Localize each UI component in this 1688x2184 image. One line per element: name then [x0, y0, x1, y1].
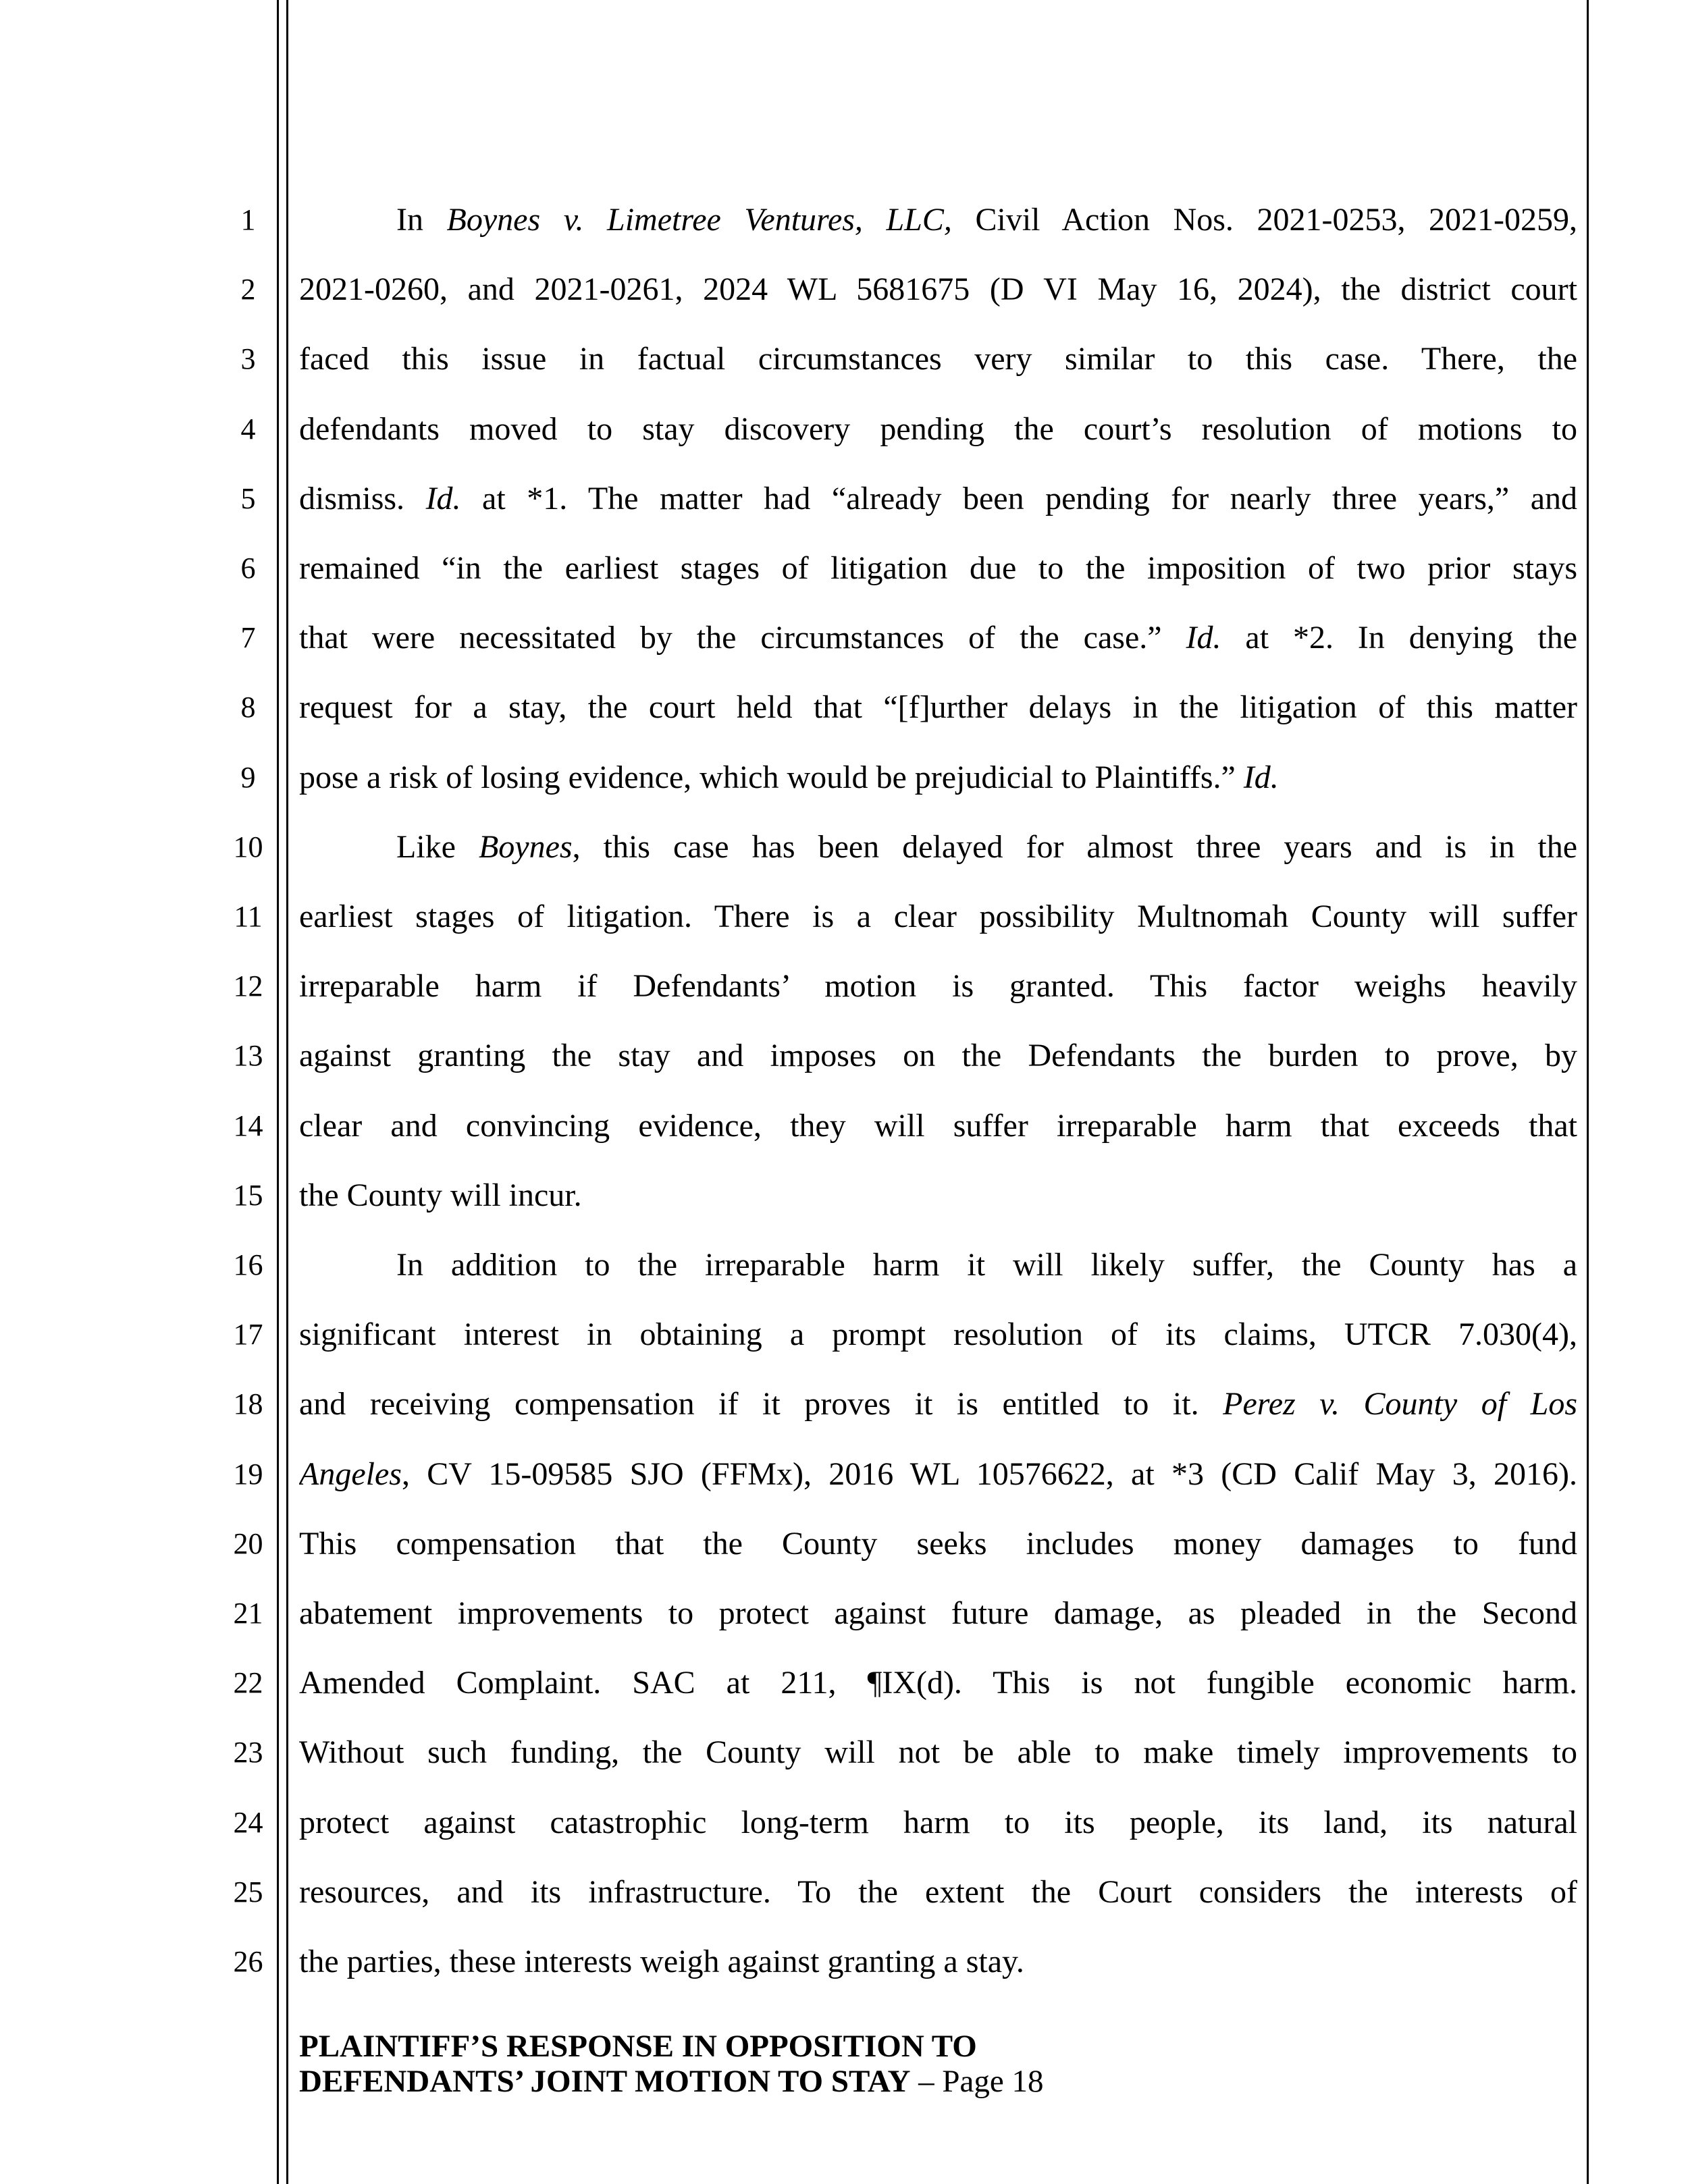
italic-citation: Perez v. County of Los	[1223, 1386, 1577, 1422]
footer-caption	[299, 2029, 1044, 2099]
line-number: 7	[240, 621, 256, 655]
text-line	[299, 1593, 1577, 1634]
text-segment: dismiss.	[299, 480, 426, 516]
text-line	[299, 1106, 1577, 1146]
text-line	[299, 1036, 1577, 1076]
page-number: – Page 18	[910, 2064, 1044, 2099]
line-number: 14	[233, 1109, 263, 1142]
text-segment: the County will incur.	[299, 1177, 582, 1213]
text-segment: faced this issue in factual circumstances very similar to this case. There, the	[299, 341, 1577, 377]
text-line	[299, 339, 1577, 379]
text-line	[299, 757, 1577, 798]
text-segment: , this case has been delayed for almost three years and is in the	[572, 828, 1577, 865]
text-segment: In addition to the irreparable harm it will likely suffer, the County has a	[396, 1247, 1577, 1283]
text-segment: earliest stages of litigation. There is a clear possibility Multnomah County will suffer	[299, 899, 1577, 934]
text-segment: and receiving compensation if it proves it is entitled to it.	[299, 1386, 1223, 1422]
line-number: 26	[233, 1945, 263, 1978]
footer-title-text: DEFENDANTS’ JOINT MOTION TO STAY	[299, 2064, 911, 2099]
text-segment: Without such funding, the County will not be able to make timely improvements to	[299, 1734, 1577, 1771]
text-line	[299, 409, 1577, 450]
text-line	[299, 269, 1577, 310]
right-margin-rule	[1587, 0, 1589, 2184]
text-line	[299, 1942, 1577, 1982]
line-number: 21	[233, 1597, 263, 1630]
italic-citation: Boynes v. Limetree Ventures, LLC,	[446, 202, 952, 238]
line-number: 11	[234, 900, 263, 933]
line-number: 13	[233, 1039, 263, 1073]
text-line	[299, 1663, 1577, 1703]
left-margin-rule-inner	[286, 0, 288, 2184]
text-segment: This compensation that the County seeks includes money damages to fund	[299, 1525, 1577, 1562]
text-segment: abatement improvements to protect against future damage, as pleaded in the Second	[299, 1595, 1577, 1631]
line-number: 19	[233, 1457, 263, 1491]
text-line	[299, 897, 1577, 937]
line-number: 23	[233, 1736, 263, 1769]
text-segment: In	[396, 202, 447, 238]
text-line	[299, 1454, 1577, 1495]
text-line	[299, 1175, 1577, 1216]
footer-title-line-2	[299, 2064, 1044, 2099]
text-segment: at *1. The matter had “already been pending for nearly three years,” and	[460, 480, 1577, 516]
text-line	[299, 1245, 1577, 1285]
text-segment: that were necessitated by the circumstances of the case.”	[299, 620, 1186, 656]
text-segment: Amended Complaint. SAC at 211, ¶IX(d). This is not fungible economic harm.	[299, 1665, 1577, 1701]
text-line	[299, 1803, 1577, 1843]
line-number: 6	[240, 552, 256, 585]
text-segment: Civil Action Nos. 2021-0253, 2021-0259,	[951, 202, 1577, 238]
text-segment: 2021-0260, and 2021-0261, 2024 WL 5681675 (D VI May 16, 2024), the district court	[299, 271, 1577, 308]
line-number: 9	[240, 760, 256, 794]
line-number: 17	[233, 1318, 263, 1352]
line-number: 1	[240, 203, 256, 236]
text-segment: remained “in the earliest stages of litigation due to the imposition of two prior stays	[299, 550, 1577, 586]
text-segment: protect against catastrophic long-term harm to its people, its land, its natural	[299, 1804, 1577, 1840]
line-number: 22	[233, 1666, 263, 1700]
text-line	[299, 479, 1577, 519]
text-line	[299, 1384, 1577, 1424]
line-number: 4	[240, 412, 256, 446]
text-line	[299, 1732, 1577, 1773]
text-line	[299, 827, 1577, 868]
text-line	[299, 1872, 1577, 1913]
footer-title-line-1: PLAINTIFF’S RESPONSE IN OPPOSITION TO	[299, 2029, 977, 2064]
line-number: 15	[233, 1178, 263, 1212]
line-number: 3	[240, 342, 256, 376]
text-segment: , CV 15-09585 SJO (FFMx), 2016 WL 10576622, at *3 (CD Calif May 3, 2016).	[401, 1456, 1577, 1492]
text-line	[299, 200, 1577, 240]
text-segment: request for a stay, the court held that “[f]urther delays in the litigation of this matter	[299, 689, 1577, 726]
line-number: 2	[240, 273, 256, 307]
line-number: 12	[233, 969, 263, 1003]
text-segment: resources, and its infrastructure. To the extent the Court considers the interests of	[299, 1873, 1577, 1910]
text-segment: Like	[396, 828, 479, 865]
line-number: 10	[233, 830, 263, 863]
text-segment: defendants moved to stay discovery pending the court’s resolution of motions to	[299, 410, 1577, 447]
line-number: 18	[233, 1387, 263, 1421]
text-segment: irreparable harm if Defendants’ motion is granted. This factor weighs heavily	[299, 968, 1577, 1005]
line-number: 5	[240, 481, 256, 515]
italic-citation: Angeles	[299, 1456, 402, 1492]
italic-citation: Id.	[1243, 759, 1279, 795]
italic-citation: Id.	[425, 480, 461, 516]
line-number: 25	[233, 1875, 263, 1909]
text-line	[299, 966, 1577, 1007]
text-segment: clear and convincing evidence, they will suffer irreparable harm that exceeds that	[299, 1107, 1577, 1144]
text-line	[299, 687, 1577, 728]
line-number: 16	[233, 1248, 263, 1281]
line-number: 24	[233, 1805, 263, 1839]
text-line	[299, 1314, 1577, 1355]
text-segment: significant interest in obtaining a prompt resolution of its claims, UTCR 7.030(4),	[299, 1316, 1577, 1353]
left-margin-rule-outer	[277, 0, 279, 2184]
line-number: 8	[240, 691, 256, 724]
text-segment: pose a risk of losing evidence, which would be prejudicial to Plaintiffs.”	[299, 759, 1244, 795]
italic-citation: Id.	[1186, 620, 1221, 656]
text-segment: against granting the stay and imposes on the Defendants the burden to prove, by	[299, 1038, 1577, 1074]
text-line	[299, 1524, 1577, 1564]
text-segment: at *2. In denying the	[1221, 620, 1577, 656]
text-line	[299, 618, 1577, 658]
text-segment: the parties, these interests weigh against granting a stay.	[299, 1944, 1024, 1979]
text-line	[299, 548, 1577, 589]
italic-citation: Boynes	[478, 828, 573, 865]
line-number: 20	[233, 1526, 263, 1560]
